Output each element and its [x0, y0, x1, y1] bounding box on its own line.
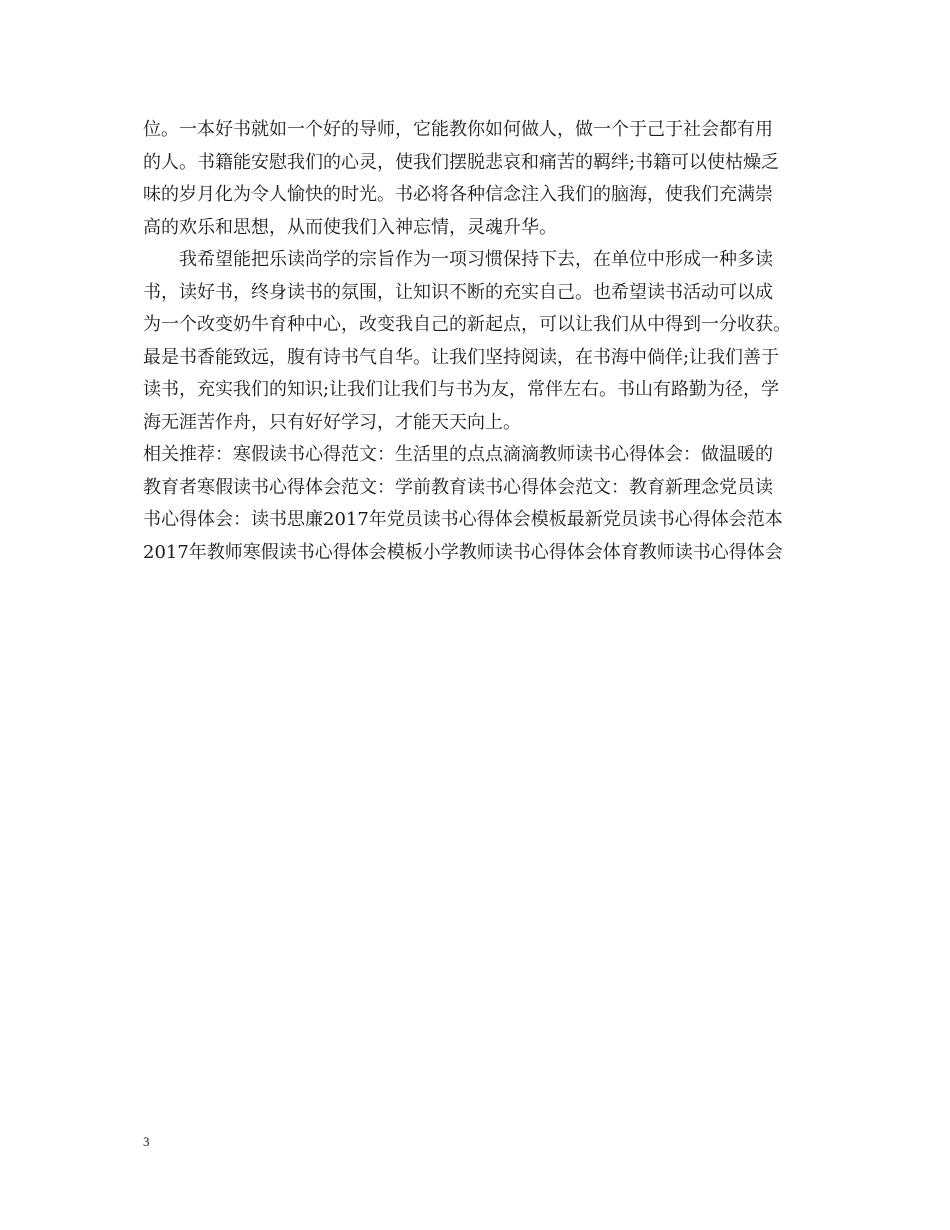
text-line: 高的欢乐和思想，从而使我们入神忘情，灵魂升华。 [143, 216, 557, 238]
paragraph-1 [143, 114, 823, 244]
text-line: 最是书香能致远，腹有诗书气自华。让我们坚持阅读，在书海中倘佯;让我们善于 [143, 346, 780, 368]
text-line: 味的岁月化为令人愉快的时光。书必将各种信念注入我们的脑海，使我们充满崇 [143, 184, 773, 205]
related-recommendations [143, 439, 823, 569]
text-line: 我希望能把乐读尚学的宗旨作为一项习惯保持下去，在单位中形成一种多读 [179, 249, 773, 270]
document-body [143, 114, 823, 569]
page-number: 3 [143, 1134, 150, 1149]
text-line: 位。一本好书就如一个好的导师，它能教你如何做人，做一个于己于社会都有用 [143, 119, 773, 140]
text-line: 书心得体会：读书思廉2017年党员读书心得体会模板最新党员读书心得体会范本 [143, 509, 783, 530]
text-line: 2017年教师寒假读书心得体会模板小学教师读书心得体会体育教师读书心得体会 [143, 541, 783, 563]
text-line: 读书，充实我们的知识;让我们让我们与书为友，常伴左右。书山有路勤为径，学 [143, 379, 780, 400]
text-line: 的人。书籍能安慰我们的心灵，使我们摆脱悲哀和痛苦的羁绊;书籍可以使枯燥乏 [143, 151, 780, 173]
text-line: 相关推荐：寒假读书心得范文：生活里的点点滴滴教师读书心得体会：做温暖的 [143, 444, 773, 465]
paragraph-2 [143, 244, 823, 439]
text-line: 为一个改变奶牛育种中心，改变我自己的新起点，可以让我们从中得到一分收获。 [143, 314, 791, 335]
text-line: 教育者寒假读书心得体会范文：学前教育读书心得体会范文：教育新理念党员读 [143, 476, 773, 498]
text-line: 书，读好书，终身读书的氛围，让知识不断的充实自己。也希望读书活动可以成 [143, 281, 773, 303]
text-line: 海无涯苦作舟，只有好好学习，才能天天向上。 [143, 411, 521, 433]
